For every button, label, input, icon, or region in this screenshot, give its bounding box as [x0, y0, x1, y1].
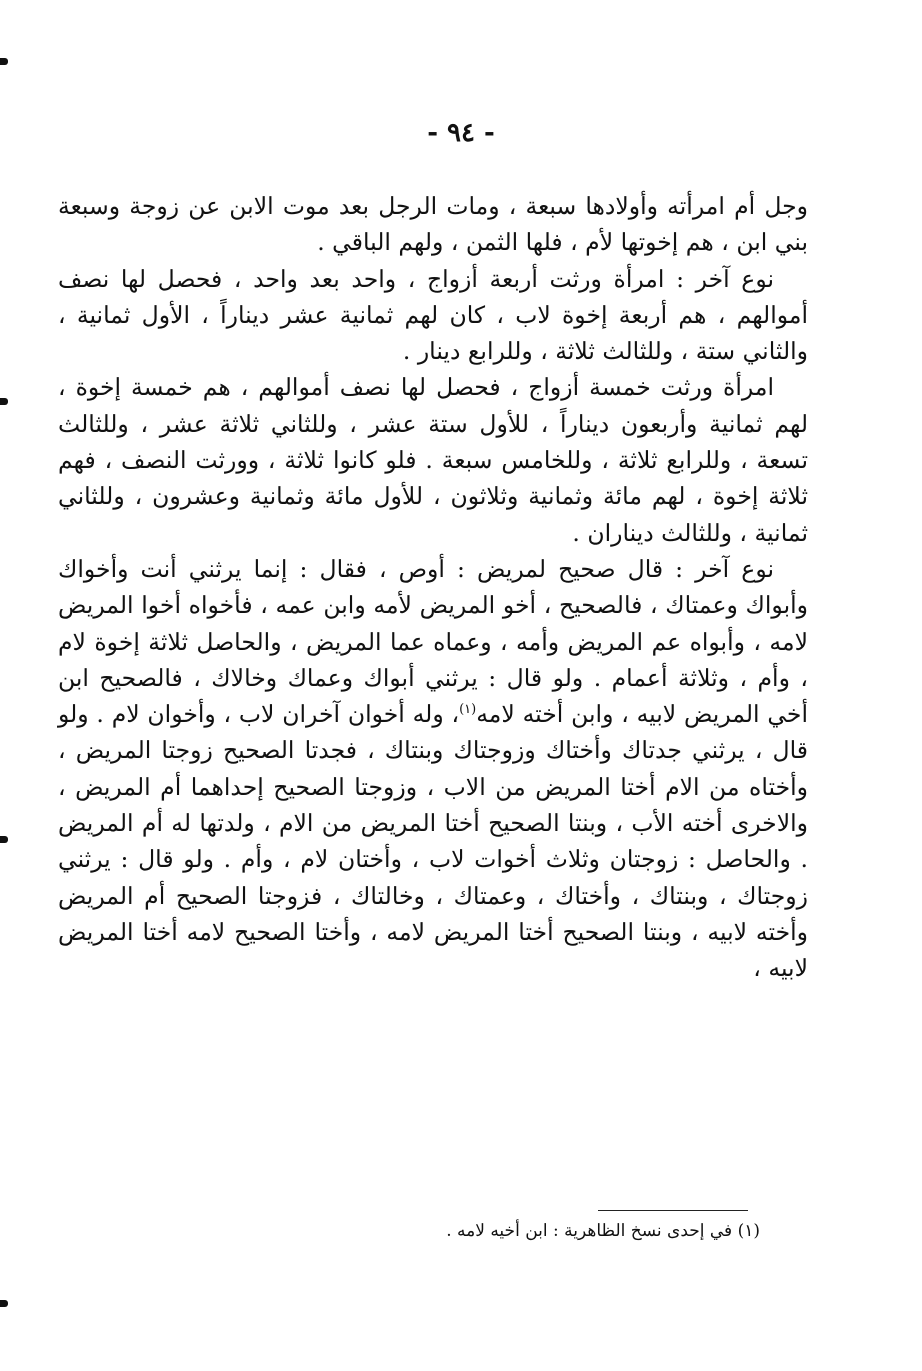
footnote-divider — [598, 1210, 748, 1211]
main-text — [58, 188, 808, 987]
paragraph-will-riddle-part-2: ، وله أخوان آخران لاب ، وأخوان لام . ولو قال ، يرثني جدتاك وأختاك وزوجتاك وبنتاك ، فجدتا الصحيح زوجتا المريض ، وأختاه من الام أختا المريض من الاب ، وزوجتا الصحيح إحداهما أم المريض ، والاخرى أخته الأب ، وبنتا الصحيح أختا المريض من الام ، ولدتها له أم المريض . والحاصل : زوجتان وثلاث أخوات لاب ، وأختان لام ، وأم . ولو قال : يرثني زوجتاك ، وبنتاك ، وأختاك ، وعمتاك ، وخالتاك ، فزوجتا الصحيح أم المريض وأخته لابيه ، وبنتا الصحيح أختا المريض لامه ، وأختا الصحيح لامه أختا المريض لابيه ، — [58, 700, 808, 983]
paragraph-five-husbands: امرأة ورثت خمسة أزواج ، فحصل لها نصف أموالهم ، هم خمسة إخوة ، لهم ثمانية وأربعون ديناراً ، للأول ستة عشر ، وللثاني ثلاثة عشر ، وللثالث تسعة ، وللرابع ثلاثة ، وللخامس سبعة . فلو كانوا ثلاثة ، وورثت النصف ، فهم ثلاثة إخوة ، لهم مائة وثمانية وثلاثون ، للأول مائة وثمانية وعشرون ، وللثاني ثمانية ، وللثالث ديناران . — [58, 373, 808, 547]
footnote-reference: (١) — [459, 702, 477, 718]
paragraph-will-riddle — [58, 551, 808, 987]
paragraph-will-riddle-part-1: نوع آخر : قال صحيح لمريض : أوص ، فقال : إنما يرثني أنت وأخواك وأبواك وعمتاك ، فالصحيح ، أخو المريض لأمه وابن عمه ، فأخواه أخوا المريض لامه ، وأبواه عم المريض وأمه ، وعماه عما المريض ، والحاصل ثلاثة إخوة لام ، وأم ، وثلاثة أعمام . ولو قال : يرثني أبواك وعماك وخالاك ، فالصحيح ابن أخي المريض لابيه ، وابن أخته لامه — [58, 554, 808, 729]
margin-mark — [0, 1300, 8, 1307]
footnote: (١) في إحدى نسخ الظاهرية : ابن أخيه لامه . — [446, 1221, 760, 1241]
margin-mark — [0, 836, 8, 843]
paragraph-four-husbands: نوع آخر : امرأة ورثت أربعة أزواج ، واحد بعد واحد ، فحصل لها نصف أموالهم ، هم أربعة إخوة لاب ، كان لهم ثمانية عشر ديناراً ، الأول ثمانية ، والثاني ستة ، وللثالث ثلاثة ، وللرابع دينار . — [58, 264, 808, 366]
margin-mark — [0, 58, 8, 65]
paragraph-continuation: وجل أم امرأته وأولادها سبعة ، ومات الرجل بعد موت الابن عن زوجة وسبعة بني ابن ، هم إخوتها لأم ، فلها الثمن ، ولهم الباقي . — [58, 192, 808, 257]
margin-mark — [0, 398, 8, 405]
page-number: - ٩٤ - — [427, 118, 495, 148]
